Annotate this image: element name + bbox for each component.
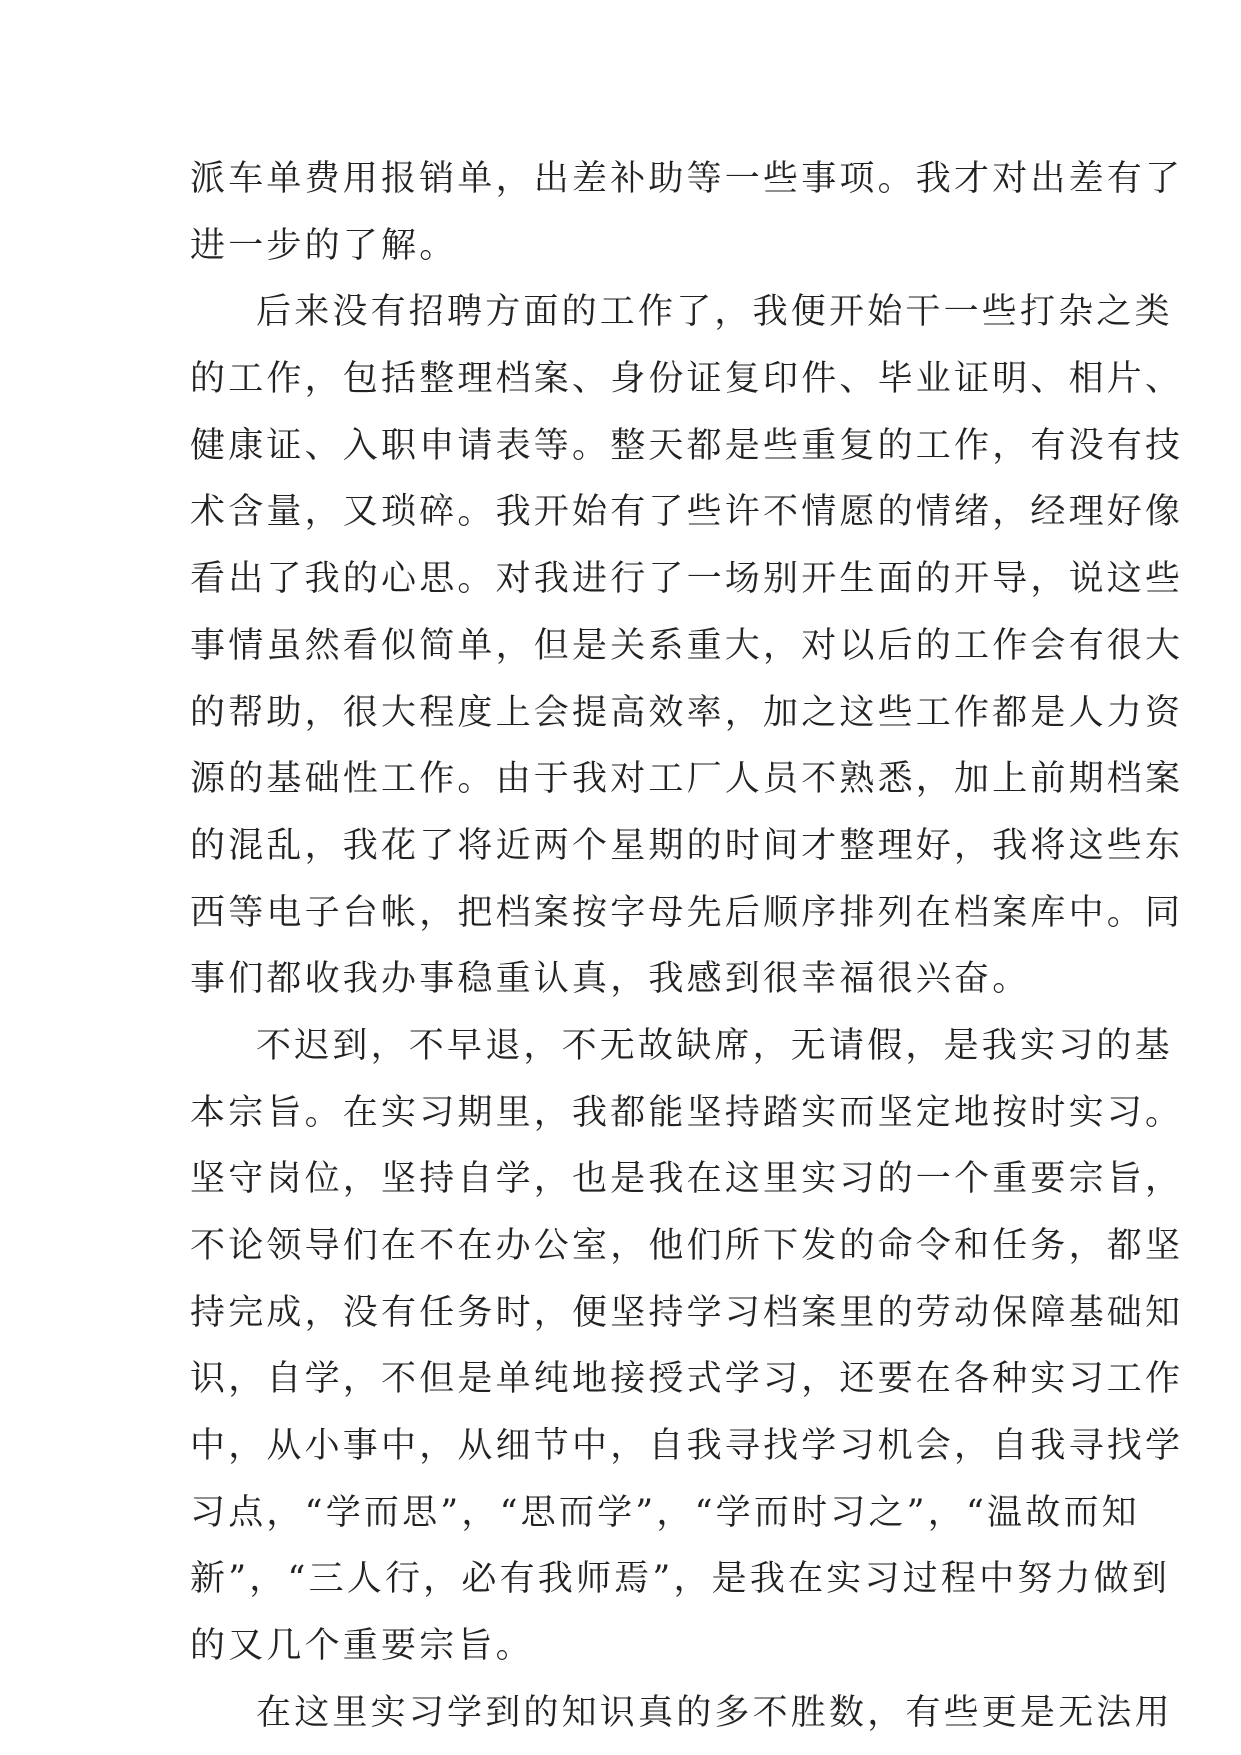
paragraph-first-line: 不迟到，不早退，不无故缺席，无请假，是我实习的基 xyxy=(256,1025,1173,1066)
text-line: 健康证、入职申请表等。整天都是些重复的工作，有没有技 xyxy=(190,425,1184,466)
text-line: 术含量，又琐碎。我开始有了些许不情愿的情绪，经理好像 xyxy=(190,492,1184,533)
text-line: 派车单费用报销单，出差补助等一些事项。我才对出差有了 xyxy=(190,159,1184,199)
text-line: 源的基础性工作。由于我对工厂人员不熟悉，加上前期档案 xyxy=(190,759,1184,800)
text-line: 看出了我的心思。对我进行了一场别开生面的开导，说这些 xyxy=(190,559,1184,600)
text-line: 坚守岗位，坚持自学，也是我在这里实习的一个重要宗旨， xyxy=(190,1159,1184,1200)
text-line: 的又几个重要宗旨。 xyxy=(190,1626,534,1667)
text-line: 持完成，没有任务时，便坚持学习档案里的劳动保障基础知 xyxy=(190,1292,1184,1333)
text-line: 西等电子台帐，把档案按字母先后顺序排列在档案库中。同 xyxy=(190,892,1184,933)
text-line: 的帮助，很大程度上会提高效率，加之这些工作都是人力资 xyxy=(190,692,1184,733)
text-line: 本宗旨。在实习期里，我都能坚持踏实而坚定地按时实习。 xyxy=(190,1092,1184,1133)
body-text xyxy=(190,154,1184,1755)
text-line: 习点，“学而思”，“思而学”，“学而时习之”，“温故而知 xyxy=(190,1492,1140,1533)
text-line: 新”，“三人行，必有我师焉”，是我在实习过程中努力做到 xyxy=(190,1559,1171,1600)
paragraph-first-line: 在这里实习学到的知识真的多不胜数，有些更是无法用 xyxy=(256,1692,1173,1733)
text-line: 中，从小事中，从细节中，自我寻找学习机会，自我寻找学 xyxy=(190,1426,1184,1467)
text-line: 识，自学，不但是单纯地接授式学习，还要在各种实习工作 xyxy=(190,1359,1184,1400)
text-line: 不论领导们在不在办公室，他们所下发的命令和任务，都坚 xyxy=(190,1226,1184,1266)
text-line: 进一步的了解。 xyxy=(190,225,458,266)
text-line: 的混乱，我花了将近两个星期的时间才整理好，我将这些东 xyxy=(190,825,1184,866)
text-line: 的工作，包括整理档案、身份证复印件、毕业证明、相片、 xyxy=(190,359,1184,400)
paragraph-first-line: 后来没有招聘方面的工作了，我便开始干一些打杂之类 xyxy=(256,292,1173,333)
text-line: 事们都收我办事稳重认真，我感到很幸福很兴奋。 xyxy=(190,959,1031,1000)
text-line: 事情虽然看似简单，但是关系重大，对以后的工作会有很大 xyxy=(190,625,1184,666)
